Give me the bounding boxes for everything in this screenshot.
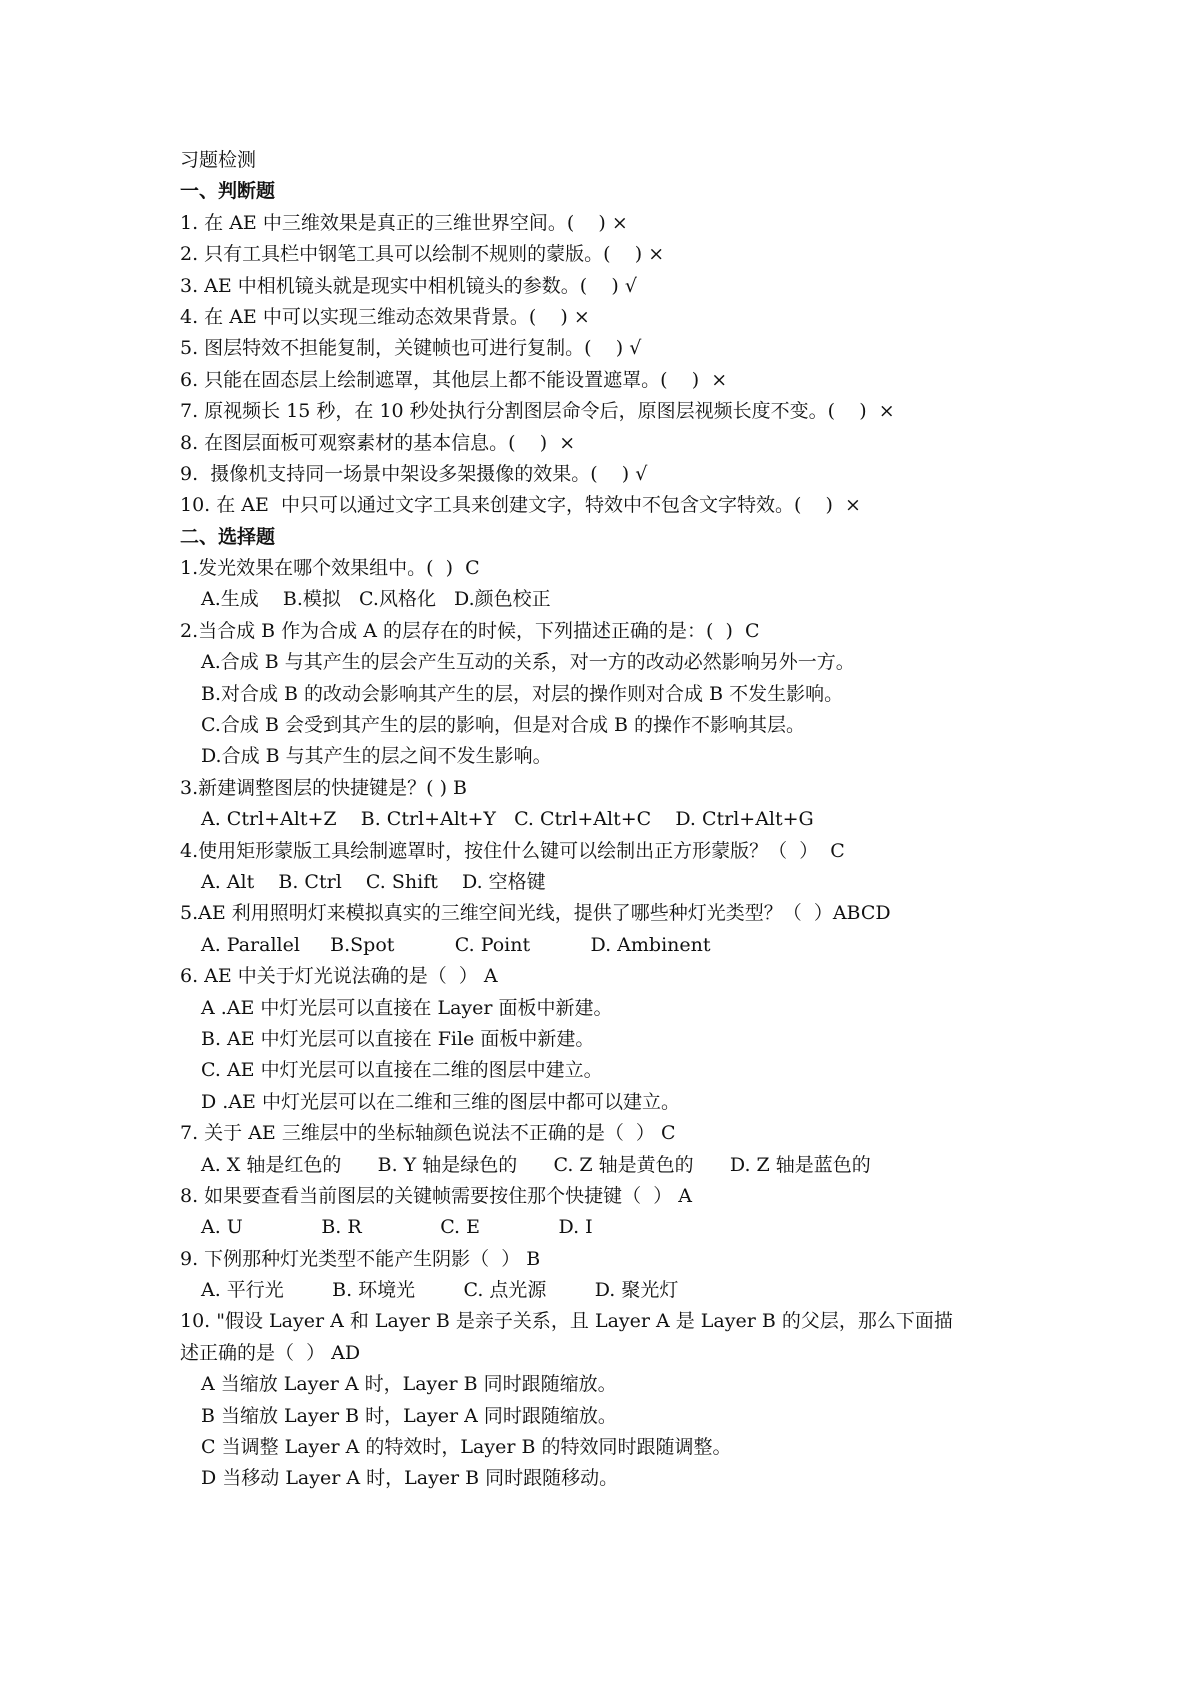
choice-option-line: A 当缩放 Layer A 时，Layer B 同时跟随缩放。 [201,1373,617,1396]
choice-option-line: C.合成 B 会受到其产生的层的影响，但是对合成 B 的操作不影响其层。 [201,714,805,737]
choice-option-line: A.生成 B.模拟 C.风格化 D.颜色校正 [201,588,551,611]
document-title: 习题检测 [180,149,257,171]
choice-option-line: A.合成 B 与其产生的层会产生互动的关系，对一方的改动必然影响另外一方。 [201,651,855,674]
judgement-item: 10. 在 AE 中只可以通过文字工具来创建文字，特效中不包含文字特效。( ) × [180,494,861,517]
choice-question-line: 述正确的是（ ） AD [180,1341,361,1364]
section-heading-judgement: 一、判断题 [180,180,276,203]
section-heading-choice: 二、选择题 [180,525,276,548]
choice-question-line: 8. 如果要查看当前图层的关键帧需要按住那个快捷键（ ） A [180,1184,693,1207]
choice-option-line: A. U B. R C. E D. I [201,1216,593,1239]
choice-question-line: 10. "假设 Layer A 和 Layer B 是亲子关系，且 Layer A 是 Layer B 的父层，那么下面描 [180,1310,953,1333]
choice-option-line: A. Parallel B.Spot C. Point D. Ambinent [201,933,711,956]
choice-question-line: 2.当合成 B 作为合成 A 的层存在的时候，下列描述正确的是：( ) C [180,619,760,642]
choice-question-line: 3.新建调整图层的快捷键是？( ) B [180,776,467,799]
choice-question-list [180,553,1060,1495]
choice-option-line: C. AE 中灯光层可以直接在二维的图层中建立。 [201,1059,603,1082]
choice-option-line: D 当移动 Layer A 时，Layer B 同时跟随移动。 [201,1467,619,1490]
choice-question-line: 9. 下例那种灯光类型不能产生阴影（ ） B [180,1247,541,1270]
choice-question-line: 7. 关于 AE 三维层中的坐标轴颜色说法不正确的是（ ） C [180,1122,676,1145]
choice-option-line: A. 平行光 B. 环境光 C. 点光源 D. 聚光灯 [201,1279,679,1302]
choice-option-line: B.对合成 B 的改动会影响其产生的层，对层的操作则对合成 B 不发生影响。 [201,682,844,705]
document-body [180,145,1060,1495]
choice-option-line: B. AE 中灯光层可以直接在 File 面板中新建。 [201,1027,595,1050]
judgement-item: 9. 摄像机支持同一场景中架设多架摄像的效果。( ) √ [180,462,648,485]
judgement-item: 2. 只有工具栏中钢笔工具可以绘制不规则的蒙版。( ) × [180,243,665,266]
choice-question-line: 6. AE 中关于灯光说法确的是（ ） A [180,965,498,988]
choice-option-line: A .AE 中灯光层可以直接在 Layer 面板中新建。 [201,996,613,1019]
choice-option-line: D .AE 中灯光层可以在二维和三维的图层中都可以建立。 [201,1090,680,1113]
choice-option-line: C 当调整 Layer A 的特效时，Layer B 的特效同时跟随调整。 [201,1436,732,1459]
judgement-item: 6. 只能在固态层上绘制遮罩，其他层上都不能设置遮罩。( ) × [180,368,728,391]
judgement-item: 4. 在 AE 中可以实现三维动态效果背景。( ) × [180,305,590,328]
choice-question-line: 4.使用矩形蒙版工具绘制遮罩时，按住什么键可以绘制出正方形蒙版？（ ） C [180,839,845,862]
choice-option-line: A. Alt B. Ctrl C. Shift D. 空格键 [201,870,546,893]
judgement-item: 3. AE 中相机镜头就是现实中相机镜头的参数。( ) √ [180,274,637,297]
judgement-item: 1. 在 AE 中三维效果是真正的三维世界空间。( ) × [180,211,628,234]
choice-question-line: 5.AE 利用照明灯来模拟真实的三维空间光线，提供了哪些种灯光类型？（ ）ABCD [180,902,891,925]
judgement-item: 5. 图层特效不担能复制，关键帧也可进行复制。( ) √ [180,337,642,360]
judgement-item: 8. 在图层面板可观察素材的基本信息。( ) × [180,431,576,454]
choice-option-line: B 当缩放 Layer B 时，Layer A 同时跟随缩放。 [201,1404,617,1427]
choice-option-line: A. X 轴是红色的 B. Y 轴是绿色的 C. Z 轴是黄色的 D. Z 轴是蓝色的 [201,1153,871,1176]
judgement-item: 7. 原视频长 15 秒，在 10 秒处执行分割图层命令后，原图层视频长度不变。( ) × [180,400,895,423]
choice-option-line: A. Ctrl+Alt+Z B. Ctrl+Alt+Y C. Ctrl+Alt+C D. Ctrl+Alt+G [201,808,814,831]
choice-option-line: D.合成 B 与其产生的层之间不发生影响。 [201,745,552,768]
choice-question-line: 1.发光效果在哪个效果组中。( ) C [180,557,480,580]
